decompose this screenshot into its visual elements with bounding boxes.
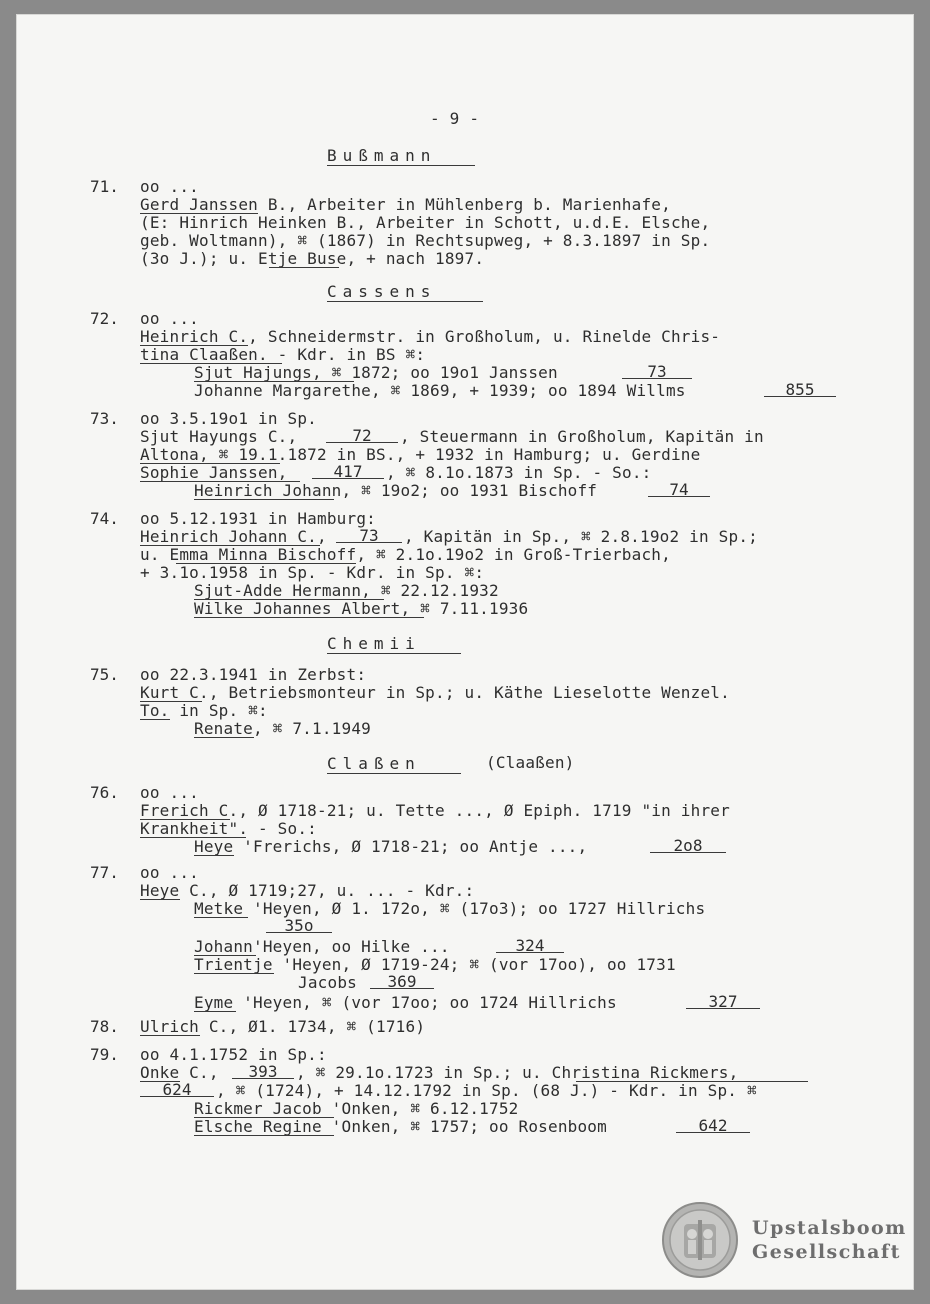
entry-line: u. Emma Minna Bischoff, ⌘ 2.1o.19o2 in Groß-Trierbach, — [140, 545, 671, 564]
entry-line: Ulrich C., Ø1. 1734, ⌘ (1716) — [140, 1017, 426, 1036]
name-underline — [140, 837, 246, 838]
heading-underline — [327, 165, 475, 166]
name-underline — [194, 381, 354, 382]
entry-line: Sophie Janssen, — [140, 463, 288, 482]
name-underline — [176, 563, 356, 564]
name-underline — [194, 599, 384, 600]
entry-line: + 3.1o.1958 in Sp. - Kdr. in Sp. ⌘: — [140, 563, 485, 582]
cross-reference[interactable]: 855 — [764, 382, 836, 397]
name-underline — [140, 481, 300, 482]
entry-number: 76. — [90, 783, 119, 802]
entry-number: 75. — [90, 665, 119, 684]
entry-number: 73. — [90, 409, 119, 428]
cross-reference[interactable]: 35o — [266, 918, 332, 933]
cross-reference[interactable]: 74 — [648, 482, 710, 497]
section-heading-classen: Claßen — [327, 754, 421, 773]
entry-number: 72. — [90, 309, 119, 328]
name-underline — [194, 499, 334, 500]
cross-reference[interactable]: 73 — [336, 528, 402, 543]
entry-line: oo 22.3.1941 in Zerbst: — [140, 665, 367, 684]
name-underline — [140, 719, 170, 720]
section-heading-note: (Claaßen) — [486, 753, 575, 772]
entry-line: , Kapitän in Sp., ⌘ 2.8.19o2 in Sp.; — [404, 527, 758, 546]
name-underline — [194, 1117, 334, 1118]
name-underline — [194, 1011, 236, 1012]
entry-number: 78. — [90, 1017, 119, 1036]
name-underline — [140, 819, 230, 820]
entry-line: Gerd Janssen B., Arbeiter in Mühlenberg b. Marienhafe, — [140, 195, 671, 214]
name-underline — [140, 701, 202, 702]
entry-line: oo 3.5.19o1 in Sp. — [140, 409, 317, 428]
name-underline — [140, 363, 282, 364]
heading-underline — [327, 653, 461, 654]
name-underline — [140, 1081, 180, 1082]
logo-line-1: Upstalsboom — [752, 1217, 907, 1239]
cross-reference[interactable]: 72 — [326, 428, 398, 443]
cross-reference[interactable]: 624 — [140, 1082, 214, 1097]
name-underline — [140, 545, 320, 546]
entry-line: Metke 'Heyen, Ø 1. 172o, ⌘ (17o3); oo 1727 Hillrichs — [194, 899, 706, 918]
cross-reference[interactable]: 324 — [496, 938, 564, 953]
entry-line: , Steuermann in Großholum, Kapitän in — [400, 427, 764, 446]
entry-line: oo ... — [140, 177, 199, 196]
entry-line: Wilke Johannes Albert, ⌘ 7.11.1936 — [194, 599, 529, 618]
entry-line: Sjut Hayungs C., — [140, 427, 298, 446]
entry-line: Rickmer Jacob 'Onken, ⌘ 6.12.1752 — [194, 1099, 519, 1118]
cross-reference[interactable]: 417 — [312, 464, 384, 479]
entry-line: Trientje 'Heyen, Ø 1719-24; ⌘ (vor 17oo), oo 1731 — [194, 955, 676, 974]
cross-reference[interactable]: 2o8 — [650, 838, 726, 853]
cross-reference[interactable]: 327 — [686, 994, 760, 1009]
name-underline — [194, 617, 424, 618]
entry-number: 71. — [90, 177, 119, 196]
page-number: - 9 - — [430, 109, 480, 128]
entry-line: Altona, ⌘ 19.1.1872 in BS., + 1932 in Hamburg; u. Gerdine — [140, 445, 701, 464]
entry-number: 79. — [90, 1045, 119, 1064]
entry-line: Kurt C., Betriebsmonteur in Sp.; u. Käthe Lieselotte Wenzel. — [140, 683, 730, 702]
entry-line: oo ... — [140, 309, 199, 328]
entry-line: Heinrich Johann C., — [140, 527, 327, 546]
entry-line: oo ... — [140, 863, 199, 882]
name-underline — [194, 855, 234, 856]
entry-line: Johanne Margarethe, ⌘ 1869, + 1939; oo 1894 Willms — [194, 381, 686, 400]
entry-line: Elsche Regine 'Onken, ⌘ 1757; oo Rosenboom — [194, 1117, 607, 1136]
name-underline — [140, 345, 248, 346]
name-underline — [194, 973, 274, 974]
entry-number: 77. — [90, 863, 119, 882]
heading-underline — [327, 773, 461, 774]
logo-text — [752, 1216, 907, 1264]
name-underline — [140, 213, 258, 214]
entry-line: (E: Hinrich Heinken B., Arbeiter in Schott, u.d.E. Elsche, — [140, 213, 711, 232]
entry-line: oo 5.12.1931 in Hamburg: — [140, 509, 376, 528]
name-underline — [194, 917, 248, 918]
name-underline — [140, 463, 280, 464]
entry-number: 74. — [90, 509, 119, 528]
heading-underline — [327, 301, 483, 302]
name-underline — [576, 1081, 808, 1082]
name-underline — [194, 955, 256, 956]
entry-line: Jacobs — [298, 973, 357, 992]
cross-reference[interactable]: 642 — [676, 1118, 750, 1133]
entry-line: Heinrich C., Schneidermstr. in Großholum, u. Rinelde Chris- — [140, 327, 721, 346]
entry-line: Eyme 'Heyen, ⌘ (vor 17oo; oo 1724 Hillrichs — [194, 993, 617, 1012]
cross-reference[interactable]: 393 — [232, 1064, 294, 1079]
name-underline — [194, 737, 254, 738]
entry-line: Frerich C., Ø 1718-21; u. Tette ..., Ø Epiph. 1719 "in ihrer — [140, 801, 730, 820]
entry-line: oo 4.1.1752 in Sp.: — [140, 1045, 327, 1064]
section-heading-bussmann: Bußmann — [327, 146, 437, 165]
document-sheet — [16, 14, 914, 1290]
name-underline — [269, 267, 339, 268]
name-underline — [140, 899, 180, 900]
logo-line-2: Gesellschaft — [752, 1241, 901, 1263]
entry-line: Heye C., Ø 1719;27, u. ... - Kdr.: — [140, 881, 475, 900]
entry-line: Krankheit". - So.: — [140, 819, 317, 838]
entry-line: To. in Sp. ⌘: — [140, 701, 268, 720]
name-underline — [194, 1135, 334, 1136]
entry-line: , ⌘ 8.1o.1873 in Sp. - So.: — [386, 463, 652, 482]
entry-line: (3o J.); u. Etje Buse, + nach 1897. — [140, 249, 485, 268]
section-heading-cassens: Cassens — [327, 282, 437, 301]
entry-line: Johann'Heyen, oo Hilke ... — [194, 937, 450, 956]
entry-line: tina Claaßen. - Kdr. in BS ⌘: — [140, 345, 426, 364]
entry-line: Heye 'Frerichs, Ø 1718-21; oo Antje ..., — [194, 837, 588, 856]
entry-line: Sjut Hajungs, ⌘ 1872; oo 19o1 Janssen — [194, 363, 558, 382]
entry-line: Sjut-Adde Hermann, ⌘ 22.12.1932 — [194, 581, 499, 600]
entry-line: Renate, ⌘ 7.1.1949 — [194, 719, 371, 738]
entry-line: oo ... — [140, 783, 199, 802]
section-heading-chemii: Chemii — [327, 634, 421, 653]
entry-line: geb. Woltmann), ⌘ (1867) in Rechtsupweg, + 8.3.1897 in Sp. — [140, 231, 711, 250]
cross-reference[interactable]: 369 — [370, 974, 434, 989]
entry-line: , ⌘ 29.1o.1723 in Sp.; u. Christina Rickmers, — [296, 1063, 739, 1082]
seal-logo-icon — [660, 1200, 740, 1280]
name-underline — [140, 1035, 200, 1036]
cross-reference[interactable]: 73 — [622, 364, 692, 379]
entry-line: , ⌘ (1724), + 14.12.1792 in Sp. (68 J.) - Kdr. in Sp. ⌘ — [216, 1081, 757, 1100]
entry-line: Heinrich Johann, ⌘ 19o2; oo 1931 Bischoff — [194, 481, 598, 500]
entry-line: Onke C., — [140, 1063, 219, 1082]
